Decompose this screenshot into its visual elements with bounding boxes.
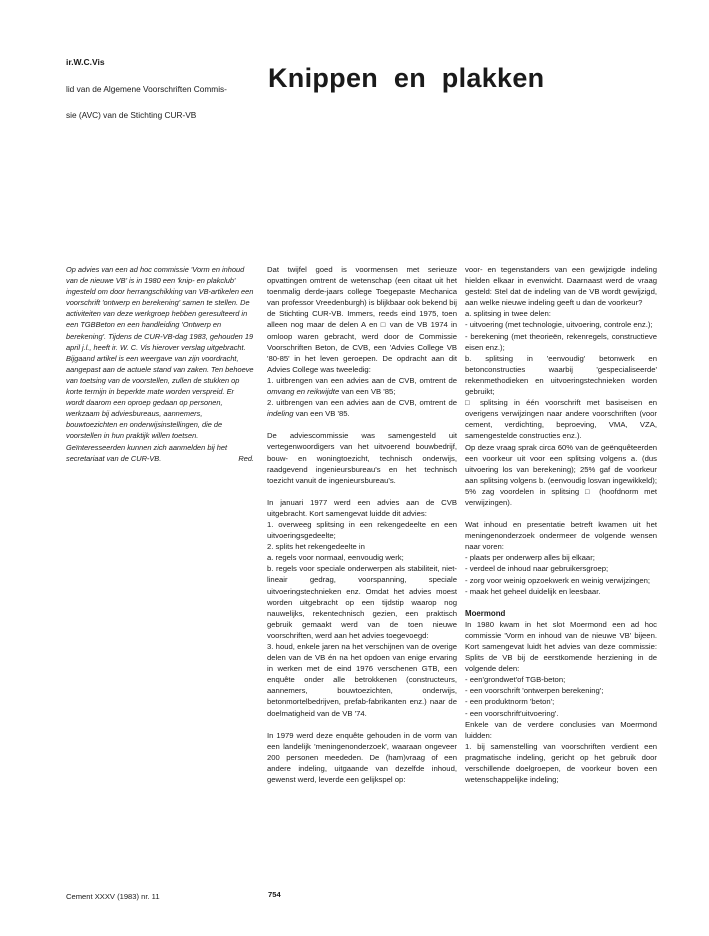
list-item: - berekening (met theorieën, rekenregels, constructieve eisen enz.); (465, 331, 657, 352)
author-name: ir.W.C.Vis (66, 57, 105, 67)
list-item: - plaats per onderwerp alles bij elkaar; (465, 553, 595, 563)
col2-paragraph-4: In 1979 werd deze enquête gehouden in de vorm van een landelijk 'meningenonderzoek', waaraan ongeveer 200 personen meededen. De (ham)vraag of een andere indeling, uitgaande van dezelfde inhoud, gewenst werd, leverde een gelijkspel op: (267, 730, 457, 785)
list-item: - zorg voor weinig opzoekwerk en weinig verwijzingen; (465, 575, 651, 585)
col2-paragraph-3: In januari 1977 werd een advies aan de CVB uitgebracht. Kort samengevat luidde dit advies: (267, 497, 457, 518)
col3-item-final: 1. bij samenstelling van voorschriften verdient een pragmatische indeling, gericht op het gebruik door verschillende doelgroepen, de voorkeur boven een wetenschappelijke indeling; (465, 741, 657, 785)
col2-item-2: 2. uitbrengen van een advies aan de CVB, omtrent de indeling van een VB '85. (267, 398, 457, 419)
col2-list (267, 519, 457, 719)
col3-paragraph-5: Enkele van de verdere conclusies van Moermond luidden: (465, 719, 657, 740)
col3-paragraph-3: Wat inhoud en presentatie betreft kwamen uit het meningenonderzoek ondermeer de volgende wensen naar voren: (465, 520, 657, 552)
col3-list-3 (465, 674, 657, 718)
page-number: 754 (268, 890, 281, 899)
list-item: - verdeel de inhoud naar gebruikersgroep; (465, 564, 609, 574)
intro-text: Op advies van een ad hoc commissie 'Vorm en inhoud van de nieuwe VB' is in 1980 een 'knip- en plakclub' ingesteld om door herrangschikking van VB-artikelen een voorschrift 'ontwerp en berekening' samen te stellen. De activiteiten van deze werkgroep hebben geresulteerd in een TGBBeton en een handleiding 'Ontwerp en berekening'. Tijdens de CUR-VB-dag 1983, gehouden 19 april j.l., heeft ir. W. C. Vis hierover verslag uitgebracht. Bijgaand artikel is een weergave van zijn voordracht, aangepast aan de actuele stand van zaken. Ten behoeve van toetsing van de voorstellen, zullen de stukken op korte termijn in beperkte mate worden verspreid. Er wordt daarom een oproep gedaan op personen, werkzaam bij adviesbureaus, aannemers, bouwtoezichten en onderwijsinstellingen, die de voorstellen in hun praktijk willen toetsen. Geïnteresseerden kunnen zich aanmelden bij het secretariaat van de CUR-VB. (66, 265, 254, 463)
col3-paragraph-2: Op deze vraag sprak circa 60% van de geënquêteerden een voorkeur uit voor een splitsing volgens a. (dus uitvoering los van berekening); 25% gaf de voorkeur aan splitsing volgens b. (eenvoudig losvan ingewikkeld); 5% zag voordelen in splitsing □ (hoofdnorm met verwijzingen). (465, 442, 657, 507)
section-heading-moermond: Moermond (465, 608, 506, 618)
list-item: b. regels voor speciale onderwerpen als stabiliteit, niet-lineair gedrag, voorspanning, speciale uitvoeringstechnieken enz. Omdat het advies moest worden uitgebracht op een tijdstip waarop nog nauwelijks, rekentechnisch gezien, een praktisch gebruik gemaakt werd van de toen nieuwe voorschriften, werd aan het advies toegevoegd: (267, 564, 457, 640)
list-item: a. regels voor normaal, eenvoudig werk; (267, 553, 404, 563)
list-item: - uitvoering (met technologie, uitvoering, controle enz.); (465, 320, 653, 330)
list-item: - maak het geheel duidelijk en leesbaar. (465, 586, 601, 596)
list-item: - een produktnorm 'beton'; (465, 697, 555, 707)
list-item: - een voorschrift'uitvoering'. (465, 708, 559, 718)
list-item: b. splitsing in 'eenvoudig' betonwerk en betonconstructies waarbij 'gespecialiseerde' rekenmethodieken en uitvoeringstechnieken worden gebruikt; (465, 353, 657, 397)
journal-citation: Cement XXXV (1983) nr. 11 (66, 892, 160, 901)
list-item: - een voorschrift 'ontwerpen berekening'; (465, 686, 604, 696)
col2-item-1: 1. uitbrengen van een advies aan de CVB, omtrent de omvang en reikwijdte van een VB '85; (267, 375, 457, 397)
col3-paragraph-4: In 1980 kwam in het slot Moermond een ad hoc commissie 'Vorm en inhoud van de nieuwe VB' bijeen. Kort samengevat luidt het advies van deze commissie: Splits de VB bij de eerstkomende herziening in de volgende delen: (465, 619, 657, 674)
list-item: □ splitsing in één voorschrift met basiseisen en overigens verwijzingen naar andere voorschriften (voor cement, verdichting, beproeving, VMA, VZA, samengestelde constructies enz.). (465, 398, 657, 441)
list-item: - een'grondwet'of TGB-beton; (465, 675, 566, 685)
col3-list-1 (465, 308, 657, 441)
author-affiliation-line2: sie (AVC) van de Stichting CUR-VB (66, 110, 197, 120)
col3-paragraph-1: voor- en tegenstanders van een gewijzigde indeling hielden elkaar in evenwicht. Daarnaast werd de vraag gesteld: Stel dat de indeling van de VB wordt gewijzigd, aan welke nieuwe indeling geeft u dan de voorkeur? (465, 265, 657, 308)
list-item: 1. overweeg splitsing in een rekengedeelte en een uitvoeringsgedeelte; (267, 519, 457, 541)
author-affiliation-line1: lid van de Algemene Voorschriften Commis- (66, 84, 227, 94)
intro-signoff: Red. (238, 453, 254, 463)
list-item: 2. splits het rekengedeelte in (267, 542, 365, 552)
article-title: Knippen en plakken (268, 63, 545, 93)
body-column-2 (267, 264, 457, 796)
col3-list-2 (465, 552, 657, 596)
list-item: a. splitsing in twee delen: (465, 309, 551, 319)
col2-paragraph-1: Dat twijfel goed is voormensen met serieuze opvattingen omtrent de wetenschap (een citaat uit het toenmalig derde-jaars college Toegepaste Mechanica van professor Vreedenburgh) is blijkbaar ook bekend bij de Stichting CUR-VB. Immers, reeds eind 1975, toen alleen nog maar de delen A en □ van de VB 1974 in omloop waren gebracht, werd door de Commissie Voorschriften Beton, de CVB, een 'Advies College VB '80-85' in het leven geroepen. De opdracht aan dit Advies College was tweeledig: (267, 265, 457, 374)
list-item: 3. houd, enkele jaren na het verschijnen van de overige delen van de VB én na het opdoen van enige ervaring in werken met de eind 1976 verschenen GTB, een enquête onder alle betrokkenen (constructeurs, aannemers, bouwtoezichten, onderwijs, betonmortelbedrijven, prefab-fabrikanten enz.) naar de doelmatigheid van de VB '74. (267, 642, 457, 718)
col2-paragraph-2: De adviescommissie was samengesteld uit vertegenwoordigers van het uitvoerend bouwbedrijf, bouw- en woningtoezicht, technisch onderwijs, raadgevend ingenieursbureau's en het technisch toezicht vanuit de ingenieursbureau's. (267, 431, 457, 485)
editorial-intro (66, 264, 254, 464)
body-column-3 (465, 264, 657, 796)
